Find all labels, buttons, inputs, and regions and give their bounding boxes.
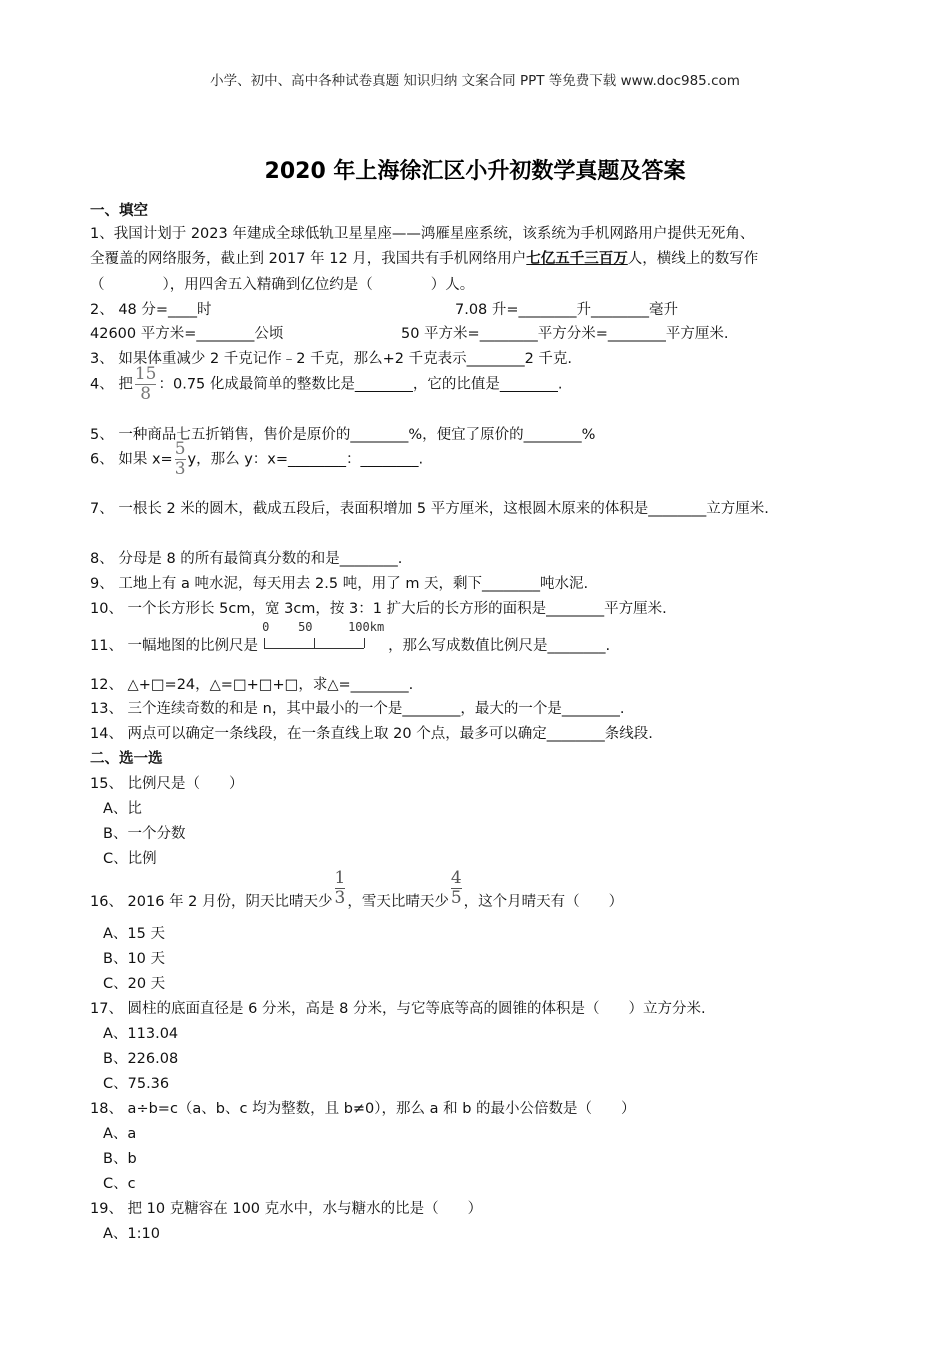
q11: 11、 一幅地图的比例尺是 0 50 100km ，那么写成数值比例尺是________. bbox=[90, 620, 611, 654]
q16-option-c: C、20 天 bbox=[103, 976, 166, 992]
q18-stem: 18、 a÷b=c（a、b、c 均为整数，且 b≠0），那么 a 和 b 的最小公倍数是（ ） bbox=[90, 1101, 636, 1117]
q19-option-a: A、1:10 bbox=[103, 1226, 160, 1242]
q13: 13、 三个连续奇数的和是 n，其中最小的一个是________，最大的一个是________. bbox=[90, 701, 625, 717]
q6: 6、 如果 x= $\frac{5}{3}$ y，那么 y：x=________：________. bbox=[90, 439, 424, 479]
q16-fraction-1: $\frac{1}{3}$ bbox=[334, 868, 346, 908]
q15-option-c: C、比例 bbox=[103, 851, 157, 867]
q18-option-c: C、c bbox=[103, 1176, 136, 1192]
q16-stem: 16、 2016 年 2 月份，阴天比晴天少 $\frac{1}{3}$ ，雪天比晴天少 $\frac{4}{5}$ ，这个月晴天有（ ） bbox=[90, 868, 624, 910]
q18-option-a: A、a bbox=[103, 1126, 137, 1142]
q16-fraction-2: $\frac{4}{5}$ bbox=[450, 868, 462, 908]
q2-part-a: 2、 48 分=____时 bbox=[90, 302, 212, 318]
q14: 14、 两点可以确定一条线段，在一条直线上取 20 个点，最多可以确定________条线段. bbox=[90, 726, 653, 742]
q19-stem: 19、 把 10 克糖容在 100 克水中，水与糖水的比是（ ） bbox=[90, 1201, 483, 1217]
q4-fraction: $\frac{15}{8}$ bbox=[134, 364, 157, 404]
q12: 12、 △+□=24，△=□+□+□，求△=________. bbox=[90, 677, 414, 693]
section-multiple-choice: 二、选一选 bbox=[90, 751, 163, 767]
q18-option-b: B、b bbox=[103, 1151, 137, 1167]
q1-underlined-number: 七亿五千三百万 bbox=[526, 251, 628, 267]
q10: 10、 一个长方形长 5cm，宽 3cm，按 3：1 扩大后的长方形的面积是________平方厘米. bbox=[90, 601, 667, 617]
q1-line2: 全覆盖的网络服务，截止到 2017 年 12 月，我国共有手机网络用户七亿五千三百万人，横线上的数写作 bbox=[90, 251, 759, 267]
q2-part-b: 7.08 升=________升________毫升 bbox=[455, 302, 679, 318]
q2-part-c: 42600 平方米=________公顷 bbox=[90, 326, 284, 342]
q1-line3: （ ），用四舍五入精确到亿位约是（ ）人。 bbox=[90, 277, 475, 293]
q17-option-a: A、113.04 bbox=[103, 1026, 179, 1042]
q17-option-c: C、75.36 bbox=[103, 1076, 170, 1092]
q17-stem: 17、 圆柱的底面直径是 6 分米，高是 8 分米，与它等底等高的圆锥的体积是（ ）立方分米. bbox=[90, 1001, 706, 1017]
q15-stem: 15、 比例尺是（ ） bbox=[90, 776, 244, 792]
q16-option-a: A、15 天 bbox=[103, 926, 165, 942]
q3: 3、 如果体重减少 2 千克记作﹣2 千克，那么+2 千克表示________2 千克. bbox=[90, 351, 573, 367]
q16-option-b: B、10 天 bbox=[103, 951, 166, 967]
page-title: 2020 年上海徐汇区小升初数学真题及答案 bbox=[264, 159, 686, 184]
q2-part-d: 50 平方米=________平方分米=________平方厘米. bbox=[401, 326, 729, 342]
q17-option-b: B、226.08 bbox=[103, 1051, 179, 1067]
page-header: 小学、初中、高中各种试卷真题 知识归纳 文案合同 PPT 等免费下载 www.doc985.com bbox=[210, 73, 740, 89]
q1-line1: 1、我国计划于 2023 年建成全球低轨卫星星座——鸿雁星座系统，该系统为手机网路用户提供无死角、 bbox=[90, 226, 755, 242]
q15-option-a: A、比 bbox=[103, 801, 142, 817]
q8: 8、 分母是 8 的所有最简真分数的和是________. bbox=[90, 551, 403, 567]
q4: 4、 把 $\frac{15}{8}$ ：0.75 化成最简单的整数比是________，它的比值是________. bbox=[90, 364, 563, 404]
map-scale-bar: 0 50 100km bbox=[262, 626, 384, 656]
q6-fraction: $\frac{5}{3}$ bbox=[174, 439, 186, 479]
q15-option-b: B、一个分数 bbox=[103, 826, 186, 842]
section-fill-in: 一、填空 bbox=[90, 203, 148, 219]
q9: 9、 工地上有 a 吨水泥，每天用去 2.5 吨，用了 m 天，剩下________吨水泥. bbox=[90, 576, 589, 592]
q7: 7、 一根长 2 米的圆木，截成五段后，表面积增加 5 平方厘米，这根圆木原来的体积是________立方厘米. bbox=[90, 501, 769, 517]
q5: 5、 一种商品七五折销售，售价是原价的________%，便宜了原价的________% bbox=[90, 427, 596, 443]
